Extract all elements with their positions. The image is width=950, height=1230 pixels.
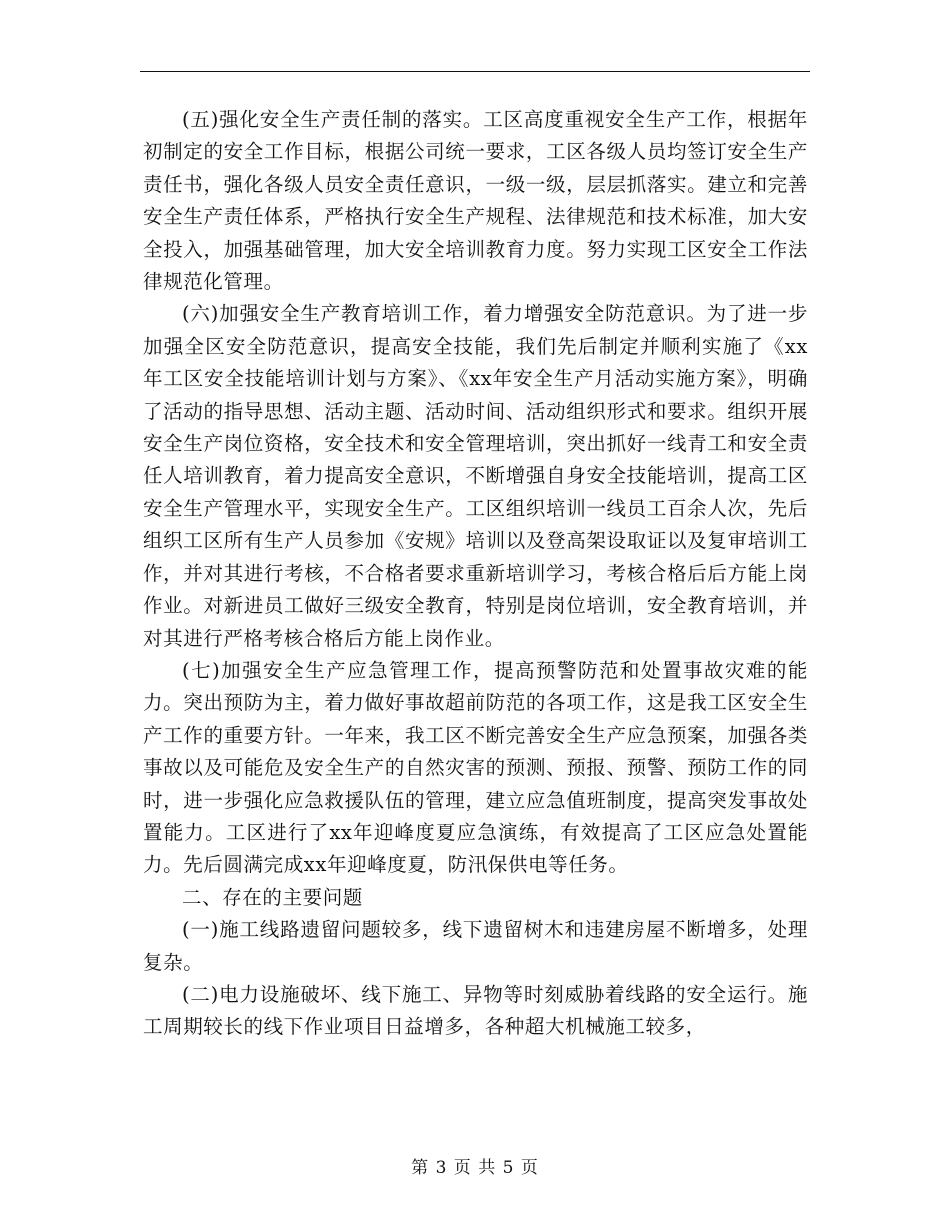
section-heading-problems: 二、存在的主要问题 (182, 885, 363, 909)
paragraph-problem-two: (二)电力设施破坏、线下施工、异物等时刻威胁着线路的安全运行。施工周期较长的线下作业项目日益增多，各种超大机械施工较多， (143, 982, 808, 1039)
header-rule (140, 71, 810, 72)
paragraph-problem-one: (一)施工线路遗留问题较多，线下遗留树木和违建房屋不断增多，处理复杂。 (143, 918, 808, 974)
paragraph-five: (五)强化安全生产责任制的落实。工区高度重视安全生产工作，根据年初制定的安全工作目标，根据公司统一要求，工区各级人员均签订安全生产责任书，强化各级人员安全责任意识，一级一级，层层抓落实。建立和完善安全生产责任体系，严格执行安全生产规程、法律规范和技术标准，加大安全投入，加强基础管理，加大安全培训教育力度。努力实现工区安全工作法律规范化管理。 (143, 108, 808, 294)
body-text (143, 104, 808, 1044)
paragraph-six: (六)加强安全生产教育培训工作，着力增强安全防范意识。为了进一步加强全区安全防范意识，提高安全技能，我们先后制定并顺利实施了《xx年工区安全技能培训计划与方案》、《xx年安全生产月活动实施方案》，明确了活动的指导思想、活动主题、活动时间、活动组织形式和要求。组织开展安全生产岗位资格，安全技术和安全管理培训，突出抓好一线青工和安全责任人培训教育，着力提高安全意识，不断增强自身安全技能培训，提高工区安全生产管理水平，实现安全生产。工区组织培训一线员工百余人次，先后组织工区所有生产人员参加《安规》培训以及登高架设取证以及复审培训工作，并对其进行考核，不合格者要求重新培训学习，考核合格后后方能上岗作业。对新进员工做好三级安全教育，特别是岗位培训，安全教育培训，并对其进行严格考核合格后方能上岗作业。 (143, 302, 808, 650)
page-footer: 第 3 页 共 5 页 (411, 1158, 539, 1178)
paragraph-seven: (七)加强安全生产应急管理工作，提高预警防范和处置事故灾难的能力。突出预防为主，着力做好事故超前防范的各项工作，这是我工区安全生产工作的重要方针。一年来，我工区不断完善安全生产应急预案，加强各类事故以及可能危及安全生产的自然灾害的预测、预报、预警、预防工作的同时，进一步强化应急救援队伍的管理，建立应急值班制度，提高突发事故处置能力。工区进行了xx年迎峰度夏应急演练，有效提高了工区应急处置能力。先后圆满完成xx年迎峰度夏，防汛保供电等任务。 (143, 658, 808, 877)
